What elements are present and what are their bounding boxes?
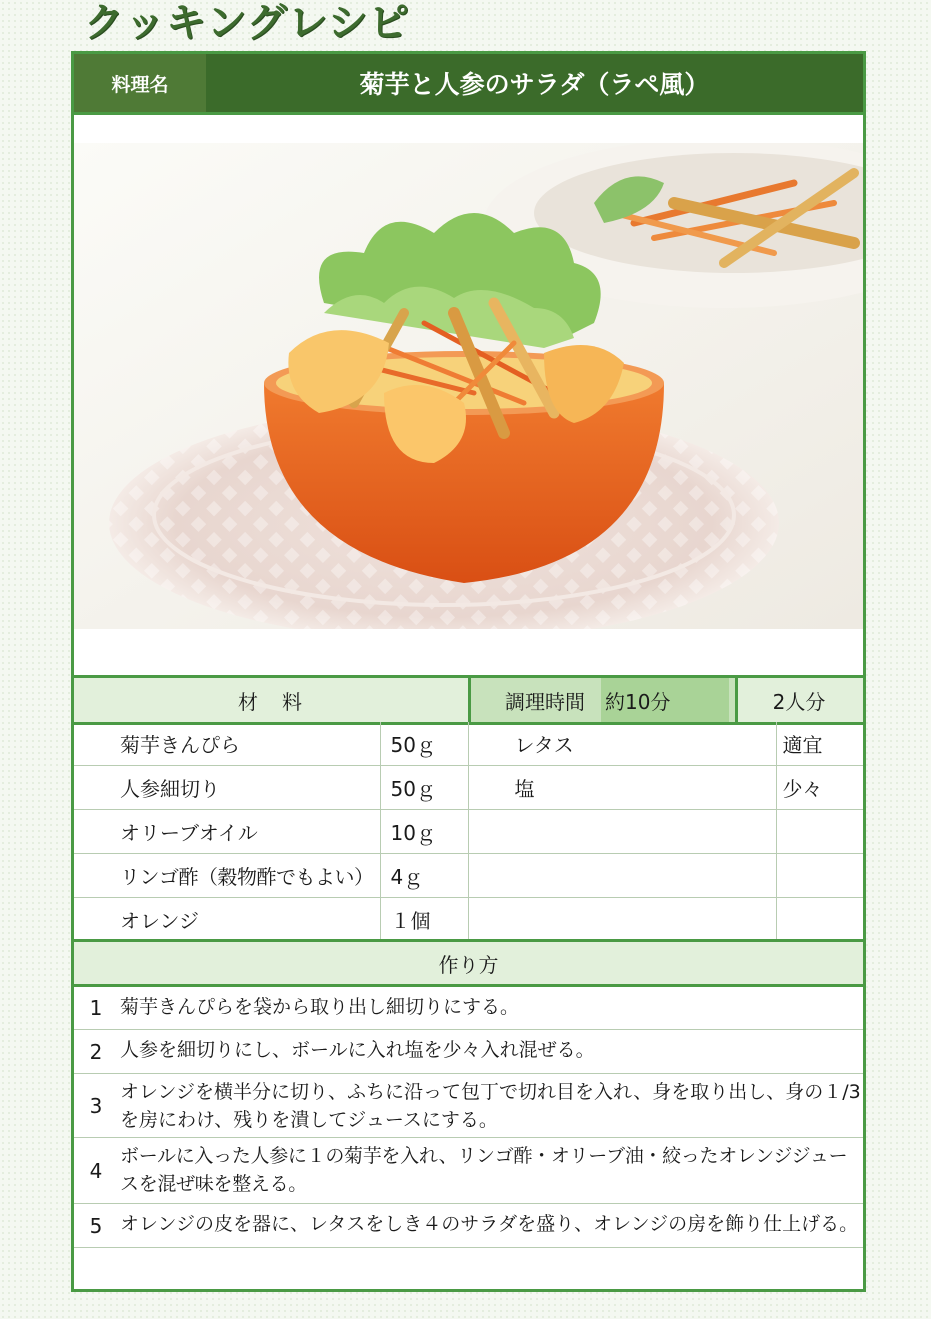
dish-title-bar — [74, 54, 863, 115]
page-heading: クッキングレシピ — [84, 0, 410, 46]
ingredient-amount: 4ｇ — [380, 854, 468, 898]
ingredient-amount: 適宜 — [776, 722, 863, 766]
cooking-time — [468, 678, 738, 722]
ingredient-name: 塩 — [468, 766, 776, 810]
ingredient-amount — [776, 854, 863, 898]
step-text: 菊芋きんぴらを袋から取り出し細切りにする。 — [120, 996, 520, 1018]
ingredient-name: オリーブオイル — [74, 810, 380, 854]
step-number: 3 — [89, 1093, 103, 1118]
ingredient-amount — [776, 898, 863, 942]
ingredient-name: 菊芋きんぴら — [74, 722, 380, 766]
cooking-time-label: 調理時間 — [505, 689, 585, 714]
table-row — [74, 810, 863, 854]
ingredient-amount — [776, 810, 863, 854]
table-row — [74, 766, 863, 810]
dish-name: 菊芋と人参のサラダ（ラペ風） — [359, 70, 710, 99]
list-item — [74, 1138, 863, 1204]
ingredients-header — [74, 675, 863, 725]
step-text: オレンジを横半分に切り、ふちに沿って包丁で切れ目を入れ、身を取り出し、身の１/3を房にわけ、残りを潰してジュースにする。 — [120, 1081, 861, 1131]
photo-frame — [74, 115, 863, 675]
ingredient-name: レタス — [468, 722, 776, 766]
materials-label: 材 料 — [238, 689, 304, 714]
ingredient-amount: 50ｇ — [380, 766, 468, 810]
ingredients-table — [74, 722, 863, 941]
list-item — [74, 1204, 863, 1248]
list-item — [74, 1074, 863, 1138]
table-row — [74, 898, 863, 942]
step-number: 1 — [89, 996, 103, 1020]
ingredient-amount: 50ｇ — [380, 722, 468, 766]
ingredient-name — [468, 810, 776, 854]
list-item — [74, 1030, 863, 1074]
list-item — [74, 987, 863, 1030]
ingredient-amount: １個 — [380, 898, 468, 942]
step-text: ボールに入った人参に１の菊芋を入れ、リンゴ酢・オリーブ油・絞ったオレンジジュースを混ぜ味を整える。 — [120, 1145, 848, 1195]
method-header: 作り方 — [74, 939, 863, 987]
ingredient-amount: 少々 — [776, 766, 863, 810]
ingredient-name: オレンジ — [74, 898, 380, 942]
servings: 2人分 — [772, 689, 826, 714]
ingredient-name: 人参細切り — [74, 766, 380, 810]
recipe-card — [71, 51, 866, 1292]
step-number: 4 — [89, 1158, 103, 1183]
step-text: オレンジの皮を器に、レタスをしき４のサラダを盛り、オレンジの房を飾り仕上げる。 — [120, 1213, 859, 1235]
dish-photo — [74, 143, 863, 629]
step-number: 2 — [89, 1039, 103, 1064]
step-text: 人参を細切りにし、ボールに入れ塩を少々入れ混ぜる。 — [120, 1039, 595, 1061]
table-row — [74, 722, 863, 766]
method-steps — [74, 987, 863, 1248]
ingredient-name: リンゴ酢（穀物酢でもよい） — [74, 854, 380, 898]
table-row — [74, 854, 863, 898]
cooking-time-value: 約10分 — [601, 678, 729, 722]
step-number: 5 — [89, 1213, 103, 1238]
ingredient-name — [468, 898, 776, 942]
ingredient-name — [468, 854, 776, 898]
dish-label: 料理名 — [74, 54, 206, 112]
ingredient-amount: 10ｇ — [380, 810, 468, 854]
